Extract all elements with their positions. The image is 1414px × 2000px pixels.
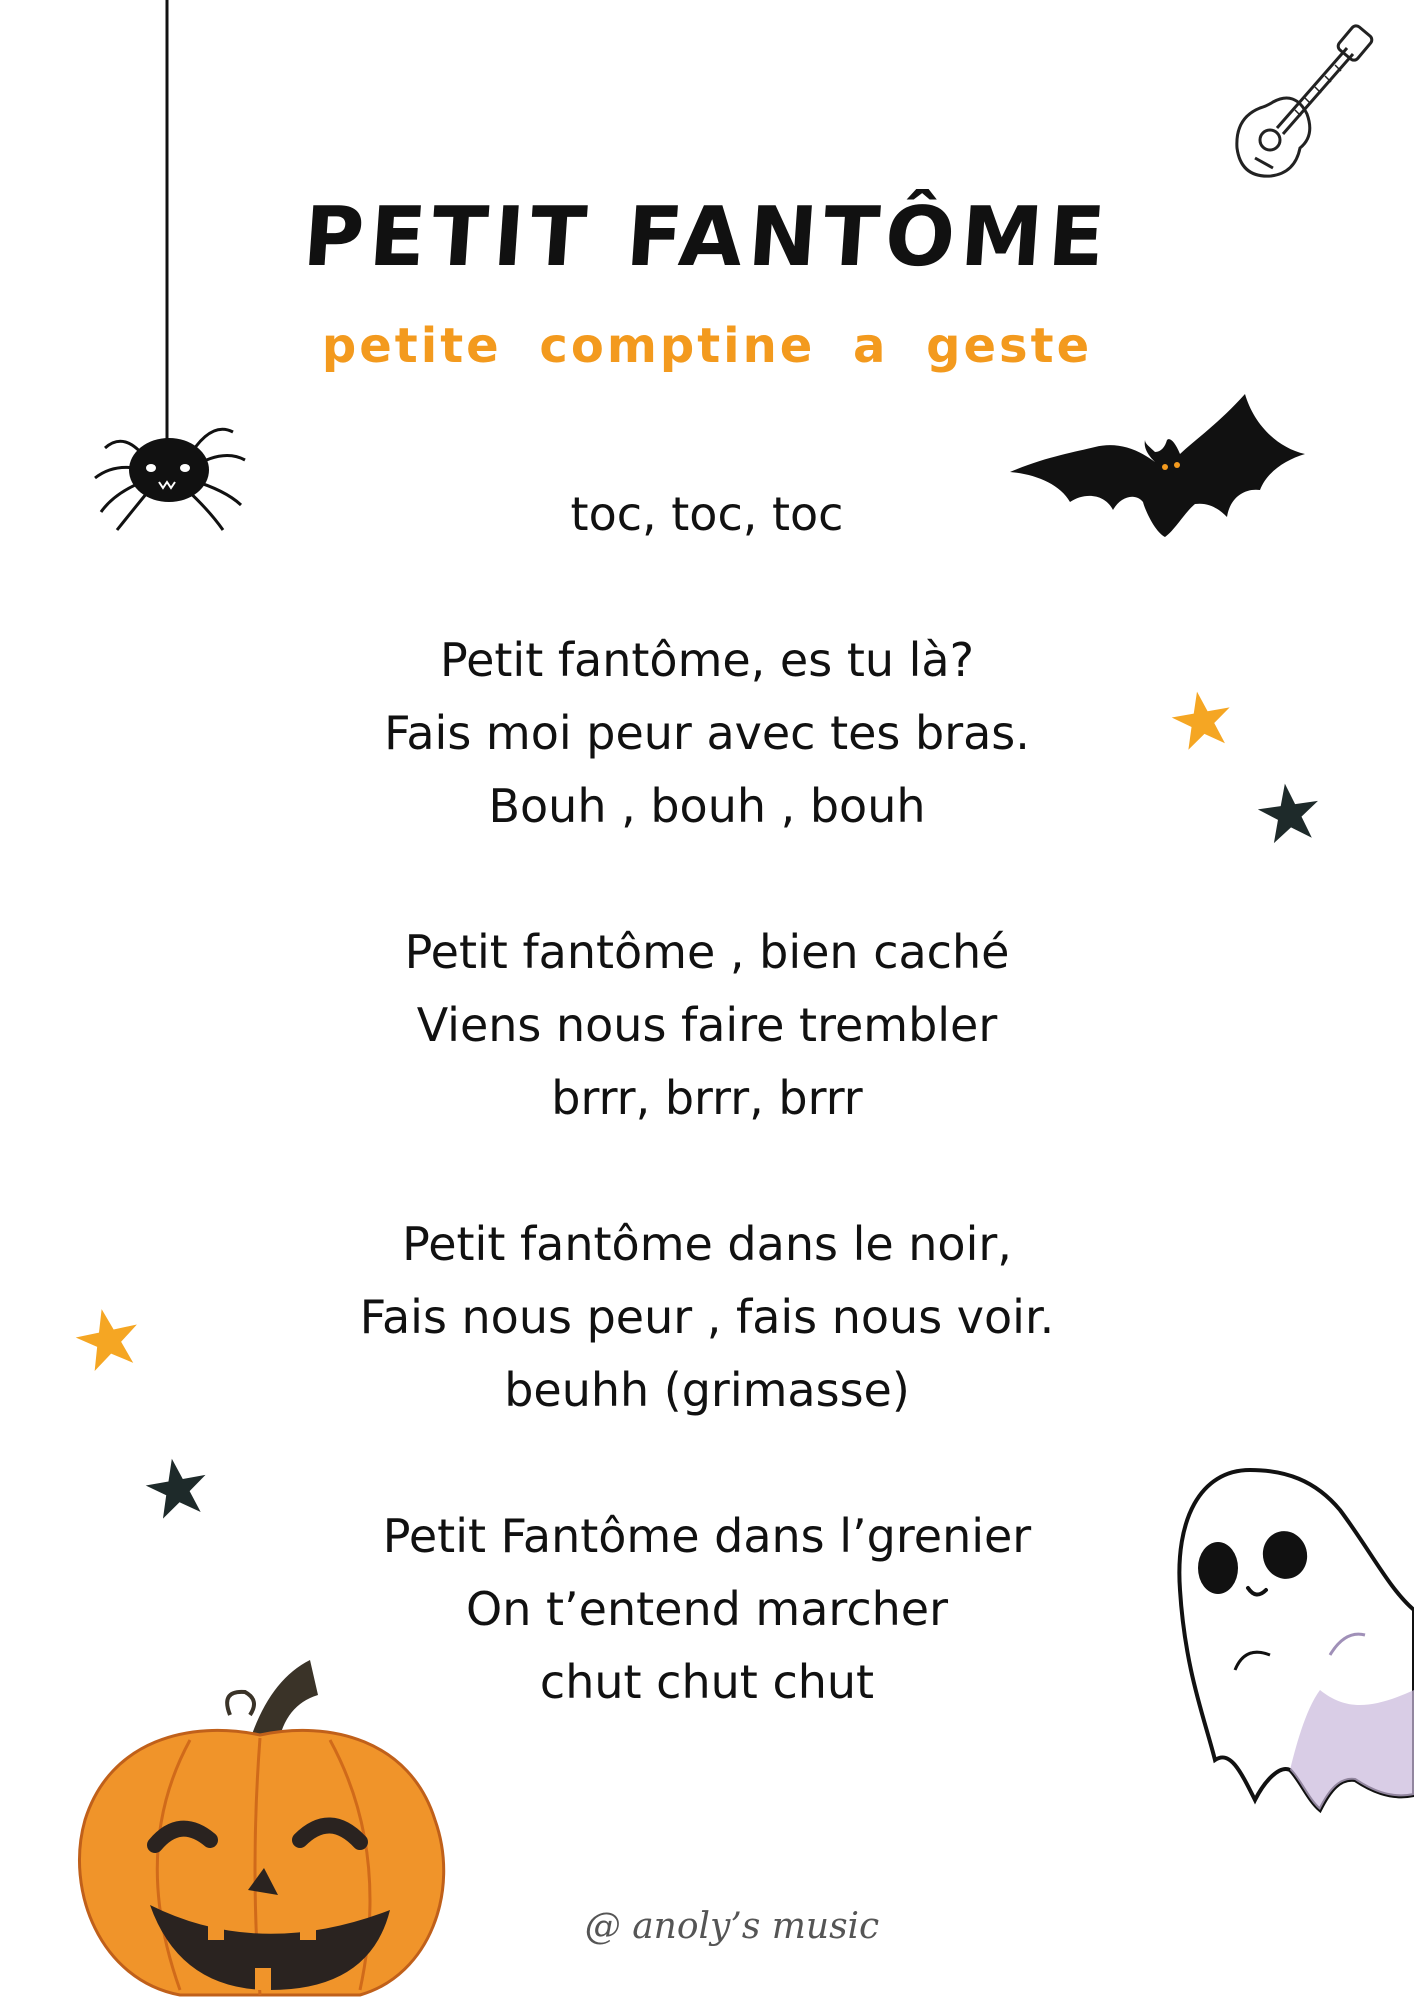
lyric-line: Fais moi peur avec tes bras.	[384, 706, 1030, 760]
stanza	[0, 624, 1414, 843]
lyric-line: Petit fantôme, es tu là?	[439, 633, 975, 687]
lyric-line: toc, toc, toc	[570, 487, 844, 541]
page-subtitle: petite comptine a geste	[321, 318, 1093, 374]
stanza	[0, 1500, 1414, 1719]
credit-signature: @ anoly’s music	[584, 1906, 880, 1947]
lyric-line: Petit Fantôme dans l’grenier	[382, 1509, 1032, 1563]
lyric-line: chut chut chut	[539, 1655, 875, 1709]
ukulele-icon	[1215, 18, 1375, 188]
stanza	[0, 916, 1414, 1135]
lyric-line: beuhh (grimasse)	[504, 1363, 910, 1417]
lyric-line: On t’entend marcher	[466, 1582, 948, 1636]
lyric-line: brrr, brrr, brrr	[551, 1071, 863, 1125]
stanza	[0, 478, 1414, 551]
lyric-line: Fais nous peur , fais nous voir.	[359, 1290, 1055, 1344]
lyric-line: Petit fantôme dans le noir,	[402, 1217, 1012, 1271]
lyric-line: Viens nous faire trembler	[416, 998, 998, 1052]
page-title: PETIT FANTÔME	[300, 190, 1114, 285]
lyric-line: Petit fantôme , bien caché	[404, 925, 1010, 979]
lyric-line: Bouh , bouh , bouh	[488, 779, 926, 833]
lyrics	[0, 478, 1414, 1792]
stanza	[0, 1208, 1414, 1427]
